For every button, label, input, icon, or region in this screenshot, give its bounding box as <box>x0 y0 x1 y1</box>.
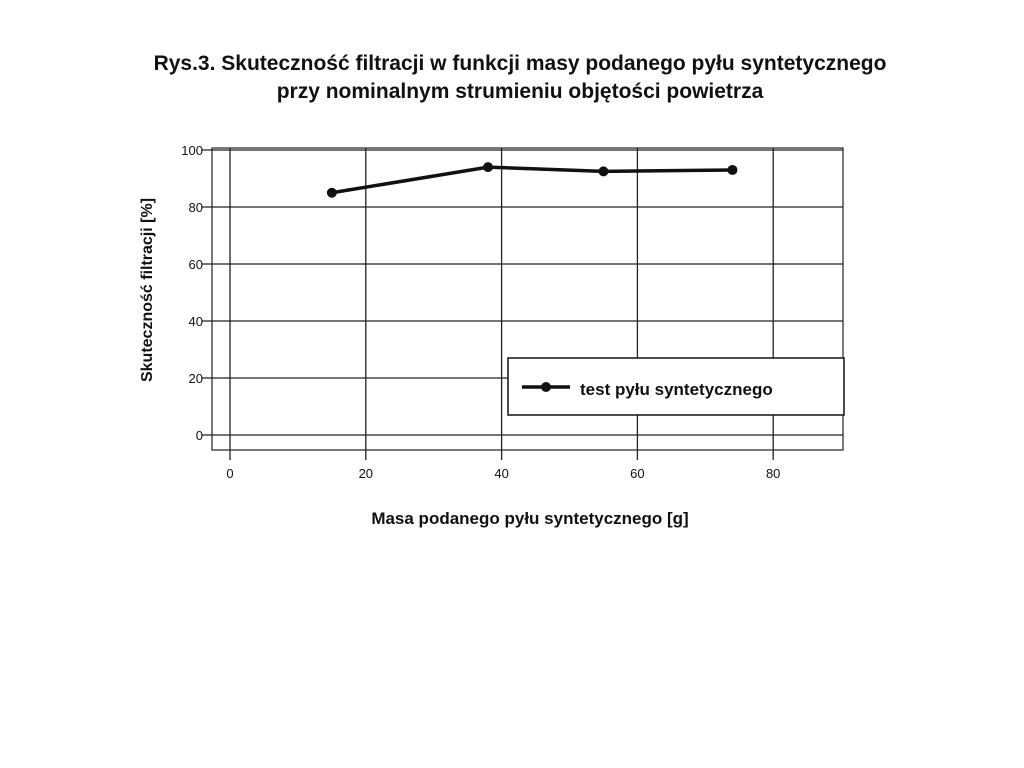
y-tick-label: 100 <box>181 143 203 158</box>
x-tick-label: 20 <box>358 466 374 481</box>
legend <box>508 358 844 415</box>
legend-marker <box>541 382 551 392</box>
y-tick-label: 0 <box>195 428 203 443</box>
y-tick-label: 40 <box>188 314 203 329</box>
x-axis-label: Masa podanego pyłu syntetycznego [g] <box>371 509 689 528</box>
x-tick-label: 40 <box>494 466 509 481</box>
y-tick-label: 60 <box>188 257 203 272</box>
chart-title: Rys.3. Skuteczność filtracji w funkcji masy podanego pyłu syntetycznego <box>153 52 887 75</box>
x-tick-label: 60 <box>630 466 645 481</box>
data-point <box>483 162 493 172</box>
y-tick-label: 20 <box>188 371 203 386</box>
data-point <box>727 165 737 175</box>
chart-subtitle: przy nominalnym strumieniu objętości powietrza <box>276 80 764 103</box>
y-axis-label: Skuteczność filtracji [%] <box>139 197 156 383</box>
x-tick-label: 0 <box>226 466 234 481</box>
data-point <box>598 166 608 176</box>
series-line <box>332 167 733 193</box>
legend-label: test pyłu syntetycznego <box>580 380 773 399</box>
data-point <box>327 188 337 198</box>
y-tick-label: 80 <box>188 200 203 215</box>
x-tick-label: 80 <box>765 466 781 481</box>
